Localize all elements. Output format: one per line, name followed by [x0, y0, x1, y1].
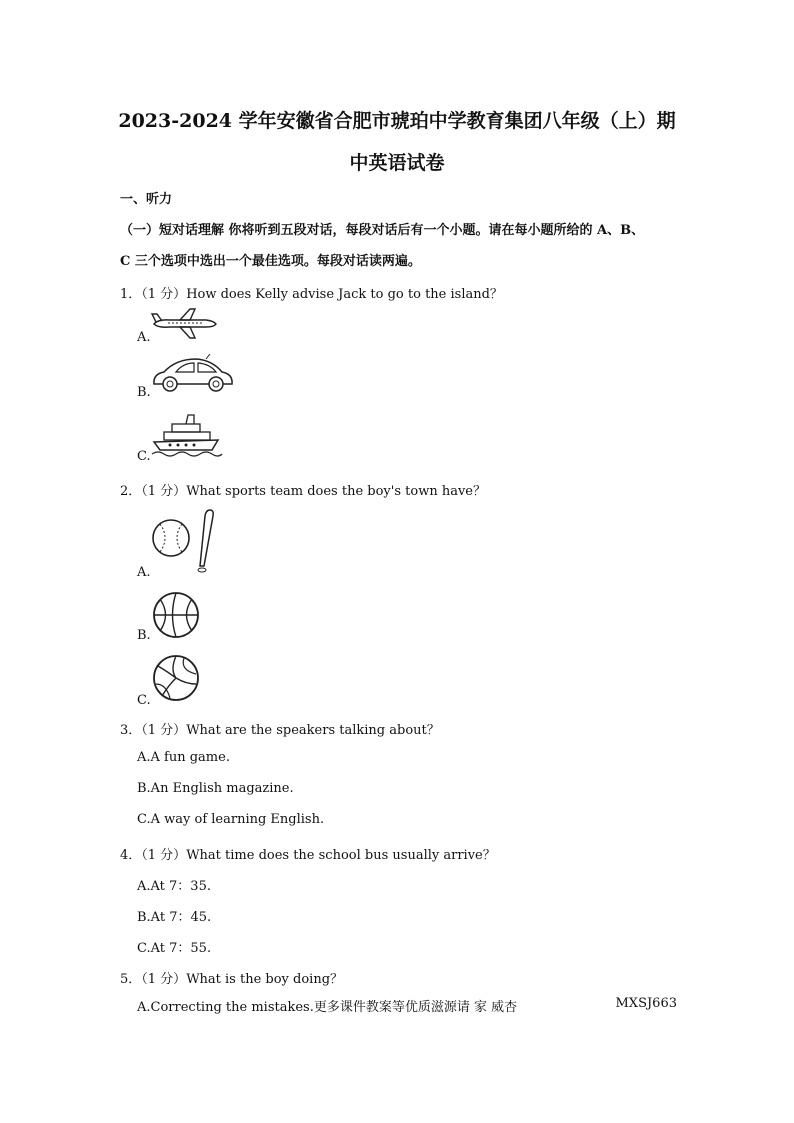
option-c: C.At 7：55. [137, 941, 212, 956]
footer-row [137, 996, 677, 1015]
question-3 [120, 719, 440, 738]
question-5 [120, 968, 343, 987]
question-number: 5．（1 分） [120, 972, 187, 987]
option-c: C.A way of learning English. [137, 812, 325, 827]
question-number: 2．（1 分） [120, 484, 187, 499]
ship-icon [150, 412, 224, 458]
question-1 [120, 283, 503, 302]
option-label: A. [137, 565, 151, 580]
section-heading: 一、听力 [120, 192, 173, 207]
question-4 [120, 844, 496, 863]
option-b: B.At 7：45. [137, 910, 212, 925]
exam-title-line1: 2023-2024 学年安徽省合肥市琥珀中学教育集团八年级（上）期 [118, 110, 676, 132]
question-text: What is the boy doing？ [186, 972, 344, 987]
baseball-and-bat-icon [150, 506, 220, 576]
basketball-icon [151, 590, 201, 640]
option-a: A.At 7：35. [137, 879, 211, 894]
exam-title-line2: 中英语试卷 [349, 152, 445, 174]
volleyball-icon [150, 654, 202, 702]
airplane-icon [150, 306, 220, 340]
question-number: 1．（1 分） [120, 287, 187, 302]
question-2 [120, 480, 486, 499]
question-text: What time does the school bus usually arrive？ [186, 848, 496, 863]
question-text: How does Kelly advise Jack to go to the island？ [186, 287, 503, 302]
footer-left [137, 996, 517, 1015]
instructions-line2: C 三个选项中选出一个最佳选项。每段对话读两遍。 [120, 254, 421, 269]
option-label: B. [137, 628, 151, 643]
option-b: B.An English magazine. [137, 781, 294, 796]
footer-ad-text: 更多课件教案等优质滋源请 家 威杏 [313, 1000, 518, 1015]
option-label: C. [137, 449, 151, 464]
option-a: A.Correcting the mistakes. [137, 1000, 314, 1015]
option-label: B. [137, 385, 151, 400]
option-label: C. [137, 693, 151, 708]
question-number: 4．（1 分） [120, 848, 187, 863]
question-number: 3．（1 分） [120, 723, 187, 738]
question-text: What are the speakers talking about？ [186, 723, 440, 738]
instructions-line1: （一）短对话理解 你将听到五段对话，每段对话后有一个小题。请在每小题所给的 A、B、 [120, 223, 645, 238]
question-text: What sports team does the boy's town have？ [186, 484, 486, 499]
car-icon [150, 354, 236, 394]
footer-code: MXSJ663 [615, 996, 677, 1011]
option-label: A. [137, 330, 151, 345]
option-a: A.A fun game. [137, 750, 230, 765]
